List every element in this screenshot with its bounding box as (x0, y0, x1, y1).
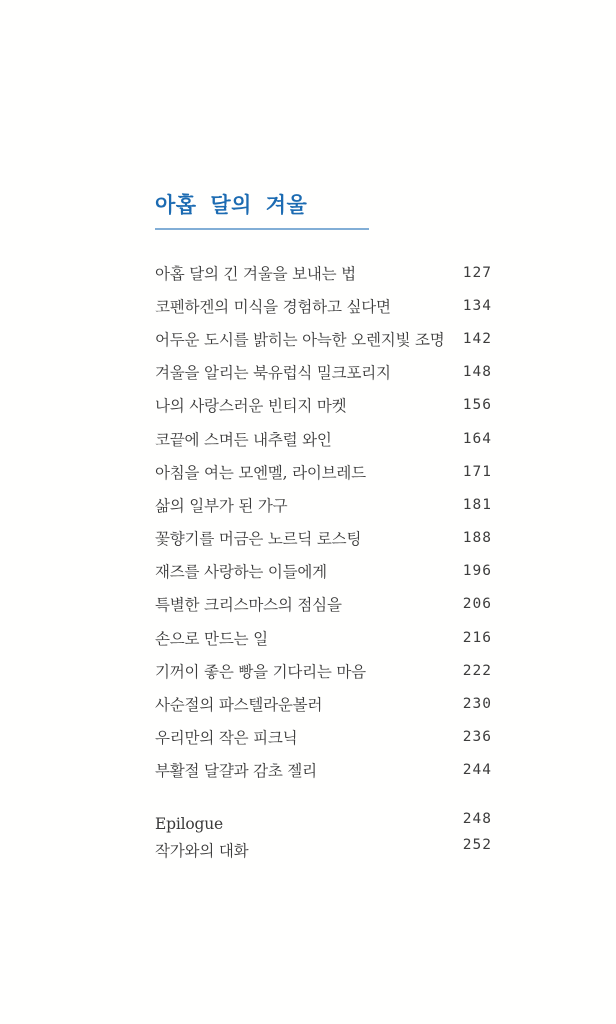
section-title: 아홉 달의 겨울 (155, 193, 308, 217)
chapter-title: 사순절의 파스텔라운볼러 (155, 696, 323, 715)
chapter-title: 아침을 여는 모엔멜, 라이브레드 (155, 463, 366, 482)
toc-row (155, 721, 492, 754)
authors-talk-page-number: 252 (462, 837, 492, 853)
chapter-page-number: 236 (462, 729, 492, 746)
chapter-page-number: 134 (462, 297, 492, 314)
chapter-page-number: 222 (462, 662, 492, 679)
toc-row (155, 356, 492, 389)
chapter-title: 특별한 크리스마스의 점심을 (155, 596, 342, 615)
toc-row (155, 322, 492, 355)
toc-row (155, 488, 492, 521)
chapter-page-number: 181 (462, 496, 492, 513)
chapter-title: 겨울을 알리는 북유럽식 밀크포리지 (155, 364, 391, 383)
toc-row (155, 621, 492, 654)
chapter-page-number: 244 (462, 762, 492, 779)
chapter-page-number: 156 (462, 397, 492, 414)
chapter-title: 삶의 일부가 된 가구 (155, 496, 288, 515)
toc-row (155, 588, 492, 621)
toc-row (155, 754, 492, 787)
authors-talk-title: 작가와의 대화 (155, 842, 249, 860)
toc-row (155, 555, 492, 588)
toc-row (155, 837, 492, 863)
toc-list (155, 256, 492, 787)
chapter-title: 코펜하겐의 미식을 경험하고 싶다면 (155, 297, 391, 316)
toc-row (155, 687, 492, 720)
chapter-page-number: 148 (462, 364, 492, 381)
chapter-title: 부활절 달걀과 감초 젤리 (155, 762, 317, 781)
toc-row (155, 389, 492, 422)
toc-extras-list (155, 811, 492, 863)
chapter-title: 꽃향기를 머금은 노르딕 로스팅 (155, 530, 362, 549)
chapter-page-number: 216 (462, 629, 492, 646)
toc-row (155, 455, 492, 488)
chapter-page-number: 142 (462, 330, 492, 347)
chapter-page-number: 127 (462, 264, 492, 281)
epilogue-page-number: 248 (462, 811, 492, 827)
chapter-page-number: 164 (462, 430, 492, 447)
epilogue-title: Epilogue (155, 815, 223, 833)
chapter-title: 어두운 도시를 밝히는 아늑한 오렌지빛 조명 (155, 330, 445, 349)
toc-row (155, 811, 492, 837)
toc-row (155, 422, 492, 455)
chapter-title: 기꺼이 좋은 빵을 기다리는 마음 (155, 662, 366, 681)
chapter-title: 재즈를 사랑하는 이들에게 (155, 563, 327, 582)
chapter-page-number: 171 (462, 463, 492, 480)
chapter-title: 아홉 달의 긴 겨울을 보내는 법 (155, 264, 356, 283)
chapter-page-number: 188 (462, 530, 492, 547)
title-underline-divider (155, 228, 369, 230)
chapter-title: 우리만의 작은 피크닉 (155, 729, 298, 748)
chapter-page-number: 196 (462, 563, 492, 580)
chapter-title: 손으로 만드는 일 (155, 629, 268, 648)
chapter-title: 나의 사랑스러운 빈티지 마켓 (155, 397, 347, 416)
chapter-title: 코끝에 스며든 내추럴 와인 (155, 430, 332, 449)
chapter-page-number: 230 (462, 696, 492, 713)
toc-row (155, 522, 492, 555)
toc-row (155, 654, 492, 687)
toc-row (155, 289, 492, 322)
toc-row (155, 256, 492, 289)
chapter-page-number: 206 (462, 596, 492, 613)
